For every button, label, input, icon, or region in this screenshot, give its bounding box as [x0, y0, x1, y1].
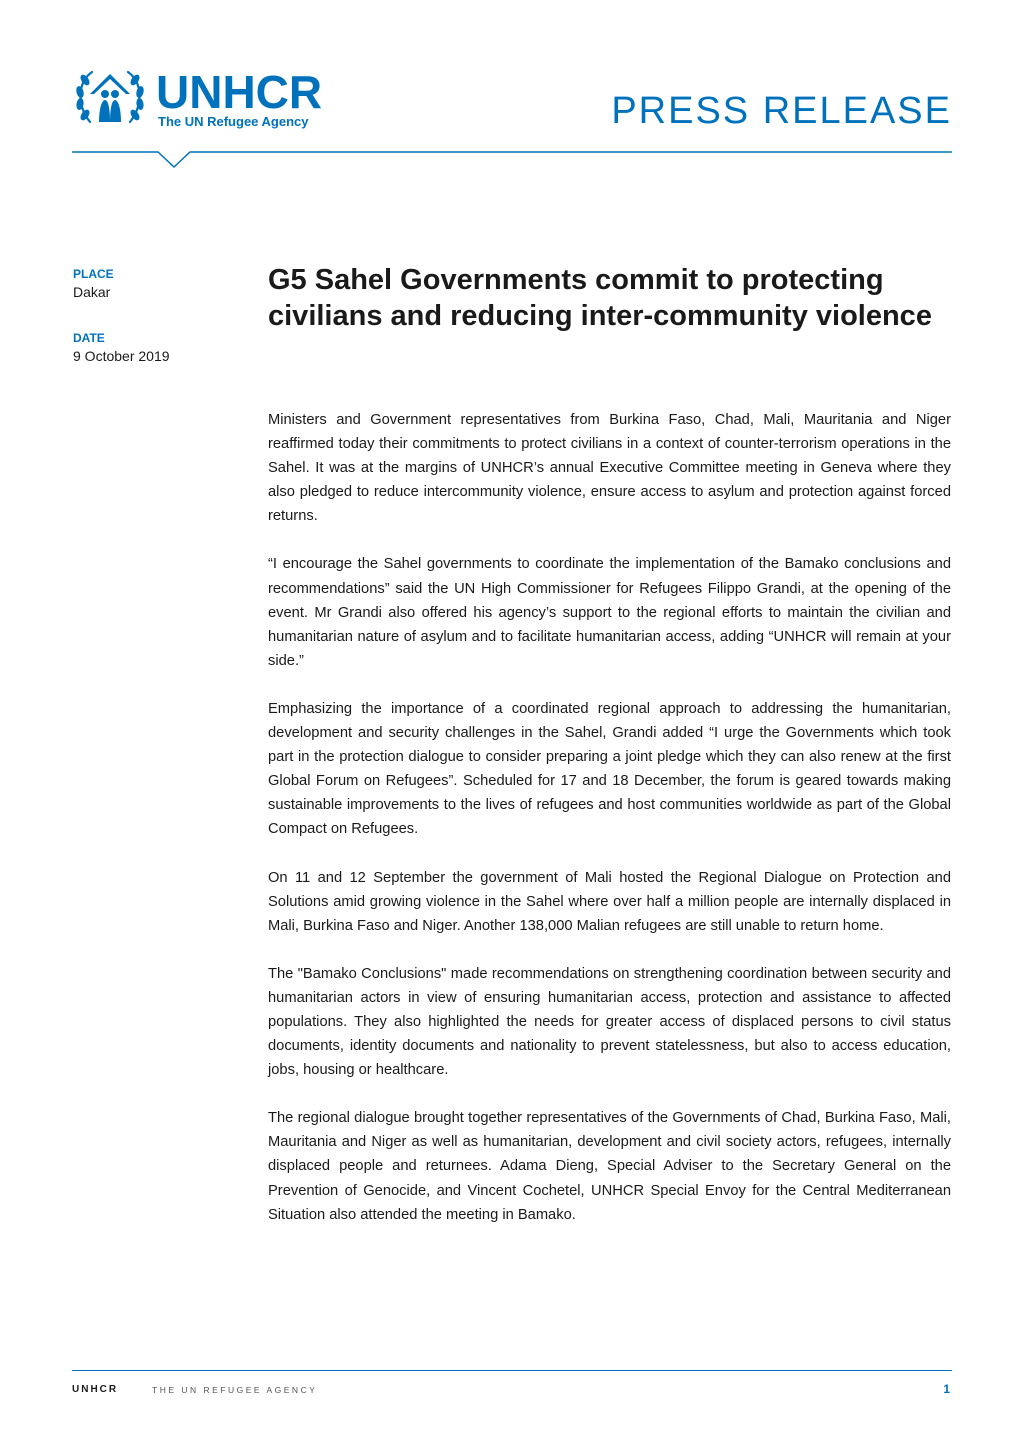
footer-tagline: THE UN REFUGEE AGENCY	[152, 1385, 318, 1395]
laurel-shelter-icon	[72, 64, 148, 130]
place-label: PLACE	[73, 267, 114, 281]
paragraph: Ministers and Government representatives from Burkina Faso, Chad, Mali, Mauritania and Niger reaffirmed today their commitments to protect civilians in a context of counter-terrorism operations in the Sahel. It was at the margins of UNHCR’s annual Executive Committee meeting in Geneva where they also pledged to reduce intercommunity violence, ensure access to asylum and protection against forced returns.	[268, 412, 951, 525]
date-label: DATE	[73, 331, 105, 345]
footer-divider	[72, 1370, 952, 1371]
paragraph: “I encourage the Sahel governments to coordinate the implementation of the Bamako conclusions and recommendations” said the UN High Commissioner for Refugees Filippo Grandi, at the opening of the event. Mr Grandi also offered his agency’s support to the regional efforts to maintain the civilian and humanitarian nature of asylum and to facilitate humanitarian access, adding “UNHCR will remain at your side.”	[268, 556, 951, 669]
header-divider	[72, 145, 952, 170]
footer-brand: UNHCR	[72, 1384, 119, 1395]
place-value: Dakar	[73, 284, 111, 300]
press-release-heading: PRESS RELEASE	[611, 90, 952, 132]
paragraph: Emphasizing the importance of a coordinated regional approach to addressing the humanitarian, development and security challenges in the Sahel, Grandi added “I urge the Governments which took part in the protection dialogue to consider preparing a joint pledge which they can also renew at the first Global Forum on Refugees”. Scheduled for 17 and 18 December, the forum is geared towards making sustainable improvements to the lives of refugees and host communities worldwide as part of the Global Compact on Refugees.	[268, 700, 951, 838]
date-value: 9 October 2019	[73, 348, 170, 364]
paragraph: On 11 and 12 September the government of Mali hosted the Regional Dialogue on Protection and Solutions amid growing violence in the Sahel where over half a million people are internally displaced in Mali, Burkina Faso and Niger. Another 138,000 Malian refugees are still unable to return home.	[268, 869, 951, 934]
page-number: 1	[943, 1382, 950, 1396]
meta-sidebar	[73, 266, 243, 394]
page-title: G5 Sahel Governments commit to protecting civilians and reducing inter-community violence	[268, 264, 932, 332]
logo-subtitle: The UN Refugee Agency	[158, 114, 309, 129]
logo-wordmark: UNHCR	[156, 66, 323, 118]
paragraph: The regional dialogue brought together representatives of the Governments of Chad, Burkina Faso, Mali, Mauritania and Niger as well as humanitarian, development and civil society actors, refugees, internally displaced people and returnees. Adama Dieng, Special Adviser to the Secretary General on the Prevention of Genocide, and Vincent Cochetel, UNHCR Special Envoy for the Central Mediterranean Situation also attended the meeting in Bamako.	[268, 1110, 951, 1223]
paragraph: The "Bamako Conclusions" made recommendations on strengthening coordination between security and humanitarian actors in view of ensuring humanitarian access, protection and assistance to affected populations. They also highlighted the needs for greater access of displaced persons to civil status documents, identity documents and nationality to prevent statelessness, but also to access education, jobs, housing or healthcare.	[268, 965, 951, 1079]
article-body	[268, 408, 951, 1251]
